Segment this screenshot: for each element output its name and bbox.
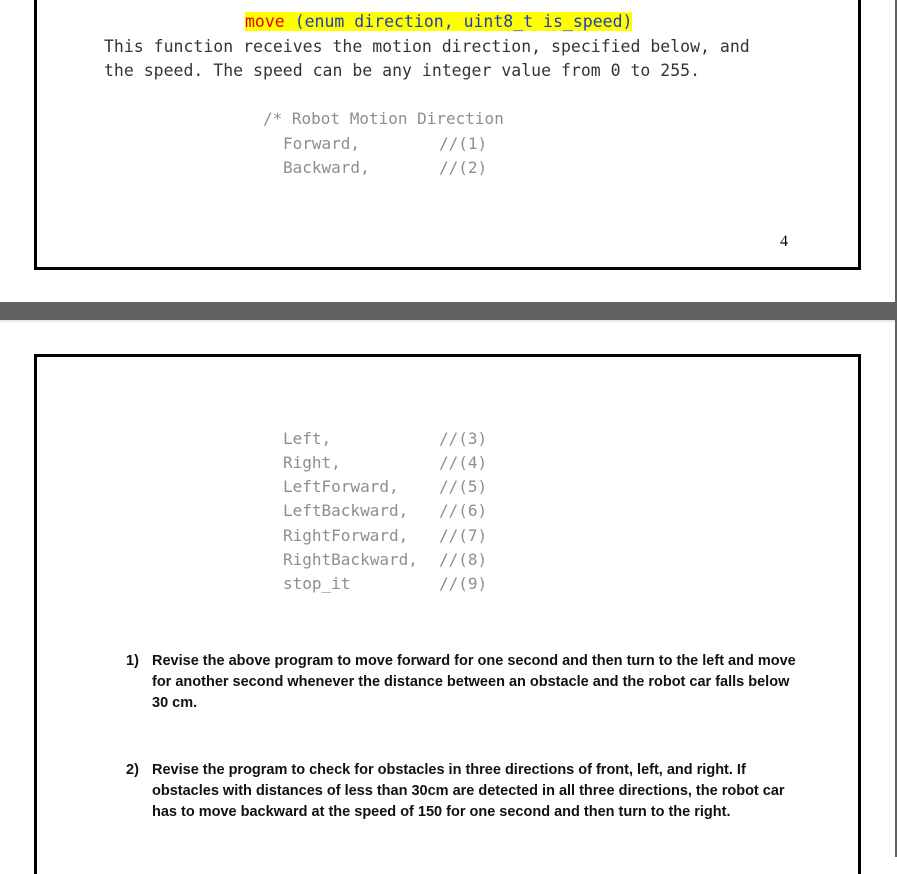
code-line: [283, 499, 487, 523]
enum-name: LeftForward,: [283, 477, 399, 496]
code-line: [283, 475, 487, 499]
function-signature: [245, 10, 632, 34]
enum-name: Forward,: [283, 134, 361, 153]
question-text: Revise the above program to move forward for one second and then turn to the left and move for another second whenever the distance between an obstacle and the robot car falls below 30 cm.: [152, 653, 796, 711]
enum-comment: //(1): [439, 134, 488, 153]
enum-name: RightForward,: [283, 526, 409, 545]
question-2: [126, 760, 806, 823]
code-line: [283, 427, 487, 451]
code-line: [283, 451, 487, 475]
description-line-1: This function receives the motion direction, specified below, and: [104, 37, 750, 56]
code-line: [283, 524, 487, 548]
enum-comment: //(8): [439, 550, 488, 569]
code-comment-header: /* Robot Motion Direction: [263, 109, 504, 128]
enum-name: Left,: [283, 429, 332, 448]
enum-comment: //(2): [439, 158, 488, 177]
enum-comment: //(9): [439, 574, 488, 593]
enum-name: RightBackward,: [283, 550, 418, 569]
question-number: 1): [126, 653, 139, 669]
enum-name: LeftBackward,: [283, 501, 409, 520]
enum-comment: //(4): [439, 453, 488, 472]
document-page-top: [0, 0, 895, 302]
function-name: move: [245, 12, 285, 31]
enum-name: Right,: [283, 453, 341, 472]
code-line: [283, 572, 487, 596]
description-line-2: the speed. The speed can be any integer value from 0 to 255.: [104, 61, 701, 80]
question-1: [126, 651, 806, 714]
question-number: 2): [126, 762, 139, 778]
code-line: [283, 548, 487, 572]
enum-name: stop_it: [283, 574, 351, 593]
document-page-bottom: [0, 322, 895, 857]
code-line: [283, 156, 487, 180]
code-line: [283, 132, 487, 156]
question-text: Revise the program to check for obstacles in three directions of front, left, and right. If obstacles with distances of less than 30cm are detected in all three directions, the robot car has to move backward at the speed of 150 for one second and then turn to the right.: [152, 762, 785, 820]
enum-comment: //(6): [439, 501, 488, 520]
enum-name: Backward,: [283, 158, 370, 177]
enum-comment: //(7): [439, 526, 488, 545]
function-args: (enum direction, uint8_t is_speed): [294, 12, 633, 31]
enum-comment: //(5): [439, 477, 488, 496]
page-number: 4: [780, 233, 788, 250]
enum-comment: //(3): [439, 429, 488, 448]
page-separator-bar: [0, 302, 897, 320]
